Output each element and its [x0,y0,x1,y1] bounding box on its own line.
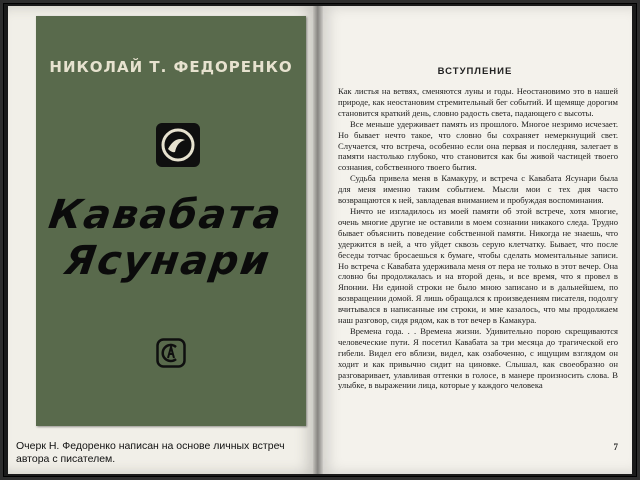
cover-emblem-icon [155,122,201,168]
paragraph: Как листья на ветвях, сменяются луны и годы. Неостановимо это в нашей природе, как неостановим стремительный бег событий. И щемяще дорогим становится краткий день, словно радость света, падающего с высоты. [338,86,618,118]
cover-title-line-2: Ясунари [61,238,274,284]
page-number: 7 [613,442,618,452]
chapter-heading: ВСТУПЛЕНИЕ [437,66,513,77]
cover-title [40,192,303,284]
cover-title-line-1: Кавабата [46,192,286,238]
paragraph: Ничто не изгладилось из моей памяти об этой встрече, хотя многие, очень многие другие не оставили в моем сознании никакого следа. Трудно бывает объяснить поведение собственной памяти. Никогда не знаешь, что удержится в ней, а что уйдет сквозь серую клетчатку. Бывает, что после беседы тотчас бросаешься к бумаге, чтобы сделать моментальные записи. Но встреча с Кавабата удерживала меня от пера не только в этот вечер. Она словно бы продолжалась и на второй день, и все время, что я провел в Японии. Ни единой строки не было мною записано и в дальнейшем, по возвращении домой. Я лишь обращался к произведениям писателя, подолгу вчитывался в написанные им строки, и мне казалось, что мы продолжаем наш разговор, сидя рядом, как в тот вечер в Камакура. [338,205,618,326]
paragraph: Все меньше удерживает память из прошлого. Многое незримо исчезает. Но бывает нечто такое, что словно бы сохраняет немеркнущий свет. Случается, что встреча, особенно если она первая и последняя, залегает в памяти настолько глубоко, что становится как бы живой частицей твоего сознания, собственного твоего бытия. [338,118,618,173]
right-page [318,6,632,474]
left-page [8,6,318,474]
book-gutter [313,6,323,474]
publisher-logo-icon [156,338,186,368]
photo-caption: Очерк Н. Федоренко написан на основе личных встреч автора с писателем. [16,440,285,465]
book-cover [36,16,306,426]
paragraph: Судьба привела меня в Камакуру, и встреча с Кавабата Ясунари была для меня именно таким событием. Мысли мои с тех дня часто возвращаются к ней, завладевая вниманием и пробуждая воспоминания. [338,173,618,206]
paragraph: Времена года. . . Времена жизни. Удивительно порою скрещиваются человеческие пути. Я посетил Кавабата за три месяца до трагической его гибели. Видел его вблизи, видел, как озабоченно, с ищущим взглядом он ходит и как привычно сидит на циновке. Слышал, как своеобразно он разговаривает, улавливая оттенки в голосе, в манере произносить слова. В улыбке, в выражении лица, которые у каждого человека [338,325,618,391]
cover-author: НИКОЛАЙ Т. ФЕДОРЕНКО [49,58,293,76]
open-book [8,6,632,474]
body-text [338,86,618,391]
